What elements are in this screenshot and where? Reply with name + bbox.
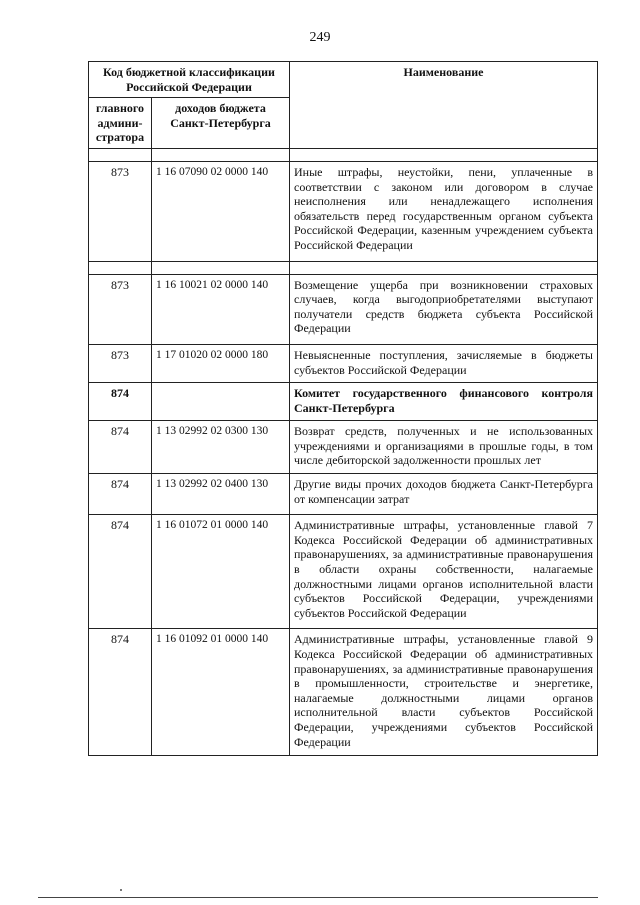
footer-rule xyxy=(38,897,598,898)
name-cell: Возврат средств, полученных и не использованных учреждениями и организациями в прошлые годы, в том числе дебиторской задолженности прошлых лет xyxy=(290,421,598,474)
table-row xyxy=(89,161,598,261)
name-cell: Иные штрафы, неустойки, пени, уплаченные в соответствии с законом или договором в случае неисполнения или ненадлежащего исполнения обязательств перед государственным органом субъекта Российской Федерации, казенным учреждением субъекта Российской Федерации xyxy=(290,161,598,261)
table-row-committee xyxy=(89,383,598,421)
name-cell: Административные штрафы, установленные главой 7 Кодекса Российской Федерации об административных правонарушениях, за административные правонарушения в области охраны собственности, налагаемые должностными лицами органов исполнительной власти субъектов Российской Федерации, учреждениями субъектов Российской Федерации xyxy=(290,515,598,629)
revenue-code-cell xyxy=(152,383,290,421)
table-row xyxy=(89,515,598,629)
admin-code-cell: 874 xyxy=(89,629,152,756)
name-cell: Возмещение ущерба при возникновении страховых случаев, когда выгодоприобретателями выступают получатели средств бюджета субъекта Российской Федерации xyxy=(290,274,598,344)
revenue-code-cell: 1 16 01072 01 0000 140 xyxy=(152,515,290,629)
table-row xyxy=(89,474,598,515)
name-cell: Другие виды прочих доходов бюджета Санкт-Петербурга от компенсации затрат xyxy=(290,474,598,515)
table-row xyxy=(89,421,598,474)
name-cell: Невыясненные поступления, зачисляемые в бюджеты субъектов Российской Федерации xyxy=(290,344,598,382)
revenue-code-cell: 1 13 02992 02 0300 130 xyxy=(152,421,290,474)
header-name: Наименование xyxy=(290,62,598,149)
admin-code-cell: 873 xyxy=(89,344,152,382)
admin-code-cell: 874 xyxy=(89,383,152,421)
header-revenue: доходов бюджета Санкт-Петербурга xyxy=(152,98,290,149)
table-row xyxy=(89,629,598,756)
admin-code-cell: 874 xyxy=(89,474,152,515)
admin-code-cell: 873 xyxy=(89,161,152,261)
scan-mark xyxy=(120,889,122,891)
header-code-group: Код бюджетной классификации Российской Федерации xyxy=(89,62,290,98)
revenue-code-cell: 1 16 07090 02 0000 140 xyxy=(152,161,290,261)
spacer-row xyxy=(89,148,598,161)
budget-classification-table xyxy=(88,61,598,756)
admin-code-cell: 873 xyxy=(89,274,152,344)
admin-code-cell: 874 xyxy=(89,421,152,474)
spacer-row xyxy=(89,261,598,274)
header-admin: главного админи-стратора xyxy=(89,98,152,149)
committee-name-cell: Комитет государственного финансового контроля Санкт-Петербурга xyxy=(290,383,598,421)
admin-code-cell: 874 xyxy=(89,515,152,629)
table-row xyxy=(89,274,598,344)
name-cell: Административные штрафы, установленные главой 9 Кодекса Российской Федерации об административных правонарушениях, за административные правонарушения в промышленности, строительстве и энергетике, налагаемые должностными лицами органов исполнительной власти субъектов Российской Федерации, учреждениями субъектов Российской Федерации xyxy=(290,629,598,756)
table-row xyxy=(89,344,598,382)
page-number: 249 xyxy=(309,30,331,45)
revenue-code-cell: 1 16 10021 02 0000 140 xyxy=(152,274,290,344)
revenue-code-cell: 1 16 01092 01 0000 140 xyxy=(152,629,290,756)
revenue-code-cell: 1 13 02992 02 0400 130 xyxy=(152,474,290,515)
revenue-code-cell: 1 17 01020 02 0000 180 xyxy=(152,344,290,382)
